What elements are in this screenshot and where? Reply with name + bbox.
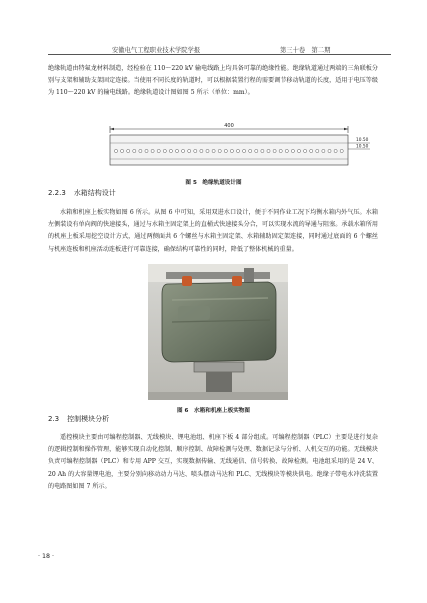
track-hole bbox=[279, 149, 282, 152]
section-number: 2.3 bbox=[48, 415, 60, 423]
track-hole bbox=[200, 149, 203, 152]
track-hole bbox=[334, 149, 337, 152]
track-hole bbox=[145, 149, 148, 152]
track-hole bbox=[133, 149, 136, 152]
figure-5-caption: 图 5 绝缘轨道设计图 bbox=[185, 180, 242, 186]
track-hole bbox=[328, 149, 331, 152]
track-hole bbox=[261, 149, 264, 152]
journal-name: 安徽电气工程职业技术学院学报 bbox=[112, 47, 201, 54]
track-hole bbox=[139, 149, 142, 152]
track-hole bbox=[304, 149, 307, 152]
page-number: · 18 · bbox=[38, 553, 55, 560]
bracket-post bbox=[244, 268, 254, 282]
track-hole bbox=[310, 149, 313, 152]
figure-6-caption: 图 6 水箱和机座上板实物图 bbox=[177, 408, 250, 414]
track-hole bbox=[236, 149, 239, 152]
floor bbox=[148, 392, 288, 400]
track-hole bbox=[340, 149, 343, 152]
track-hole bbox=[114, 149, 117, 152]
track-hole bbox=[121, 149, 124, 152]
paragraph-insulated-track: 绝缘轨道由特氟龙材料制造，经检验在 110～220 kV 输电线路上均具备可靠的绝缘性能。绝缘轨道通过两端的三角联板分别与支架和辅助支架固定连接。当使用不同长度的轨道时，可以根据装置行程的需要调节移动轨道的长度，适用于电压等级为 110～220 kV 的输电线路。绝缘轨道设计图如图 5 所示（单位：mm）。 bbox=[48, 65, 378, 97]
track-hole bbox=[218, 149, 221, 152]
track-hole bbox=[127, 149, 130, 152]
section-title: 水箱结构设计 bbox=[73, 189, 116, 197]
track-hole bbox=[285, 149, 288, 152]
track-design-svg bbox=[108, 121, 408, 175]
running-header bbox=[48, 40, 391, 54]
header-rule bbox=[48, 54, 391, 55]
water-inlet-right bbox=[232, 276, 242, 286]
track-hole bbox=[206, 149, 209, 152]
section-number: 2.2.3 bbox=[48, 189, 66, 197]
track-hole bbox=[169, 149, 172, 152]
dim-arrow-right bbox=[344, 128, 348, 130]
track-hole bbox=[188, 149, 191, 152]
figure-6-photo bbox=[148, 264, 288, 400]
section-title: 控制模块分析 bbox=[67, 415, 110, 423]
track-hole bbox=[157, 149, 160, 152]
track-hole bbox=[291, 149, 294, 152]
track-hole bbox=[273, 149, 276, 152]
track-hole bbox=[322, 149, 325, 152]
dim-arrow-left bbox=[110, 128, 114, 130]
track-hole bbox=[212, 149, 215, 152]
track-hole bbox=[151, 149, 154, 152]
track-hole bbox=[316, 149, 319, 152]
dim-a-label: 10.50 bbox=[356, 138, 369, 143]
track-hole bbox=[255, 149, 258, 152]
track-hole bbox=[194, 149, 197, 152]
track-hole bbox=[267, 149, 270, 152]
track-hole bbox=[224, 149, 227, 152]
track-hole bbox=[182, 149, 185, 152]
track-hole bbox=[175, 149, 178, 152]
dim-b-label: 10.50 bbox=[356, 144, 369, 150]
issue-label: 第三十卷 第二期 bbox=[280, 47, 331, 54]
base-upper-plate bbox=[194, 362, 244, 372]
track-hole bbox=[297, 149, 300, 152]
paragraph-control-module: 遥控模块主要由可编程控制器、无线模块、锂电池组、机座下板 4 部分组成。可编程控制器（PLC）主要是进行复杂的逻辑控制和操作管理，能够实现自动化控制、顺序控制、故障检测与处理、数据记录与分析、人机交互的功能。无线模块负责可编程控制器（PLC）和专用 APP 交互，实现数据传输、无线通信、信号转换、故障检测。电池组采用的是 24 V、20 Ah 的大容量锂电池，主要分别向移动动力马达、喷头摆动马达和 PLC、无线模块等模块供电。绝缘子带电水冲洗装置的电路图如图 7 所示。 bbox=[48, 434, 378, 490]
track-hole bbox=[230, 149, 233, 152]
dim-total-label: 400 bbox=[224, 123, 234, 129]
paragraph-water-tank: 水箱和机座上板实物如图 6 所示。从图 6 中可知，采用双进水口设计，便于不同作业工况下均衡水箱内外气压。水箱左侧装设有单向阀的快速接头，通过与水箱主固定架上的直桶式快速接头分合，可以实现水流的导通与阻塞。承载水箱所用的机座上板采用挖空设计方式，通过两侧面共 6 个螺丝与水箱主固定架、水箱辅助固定架连接，同时通过底面的 6 个螺丝与机座连板和机座活动连板进行可靠连接，确保结构可靠性的同时，降低了整体机械的重量。 bbox=[48, 209, 378, 253]
track-hole bbox=[249, 149, 252, 152]
track-hole bbox=[243, 149, 246, 152]
section-heading-2-2-3 bbox=[48, 188, 116, 198]
track-hole bbox=[163, 149, 166, 152]
water-inlet-left bbox=[182, 276, 192, 286]
tank-photo-svg bbox=[148, 264, 288, 400]
section-heading-2-3 bbox=[48, 414, 109, 424]
figure-5-drawing bbox=[108, 121, 408, 175]
tank-panel bbox=[178, 306, 210, 320]
top-bracket bbox=[166, 272, 270, 279]
